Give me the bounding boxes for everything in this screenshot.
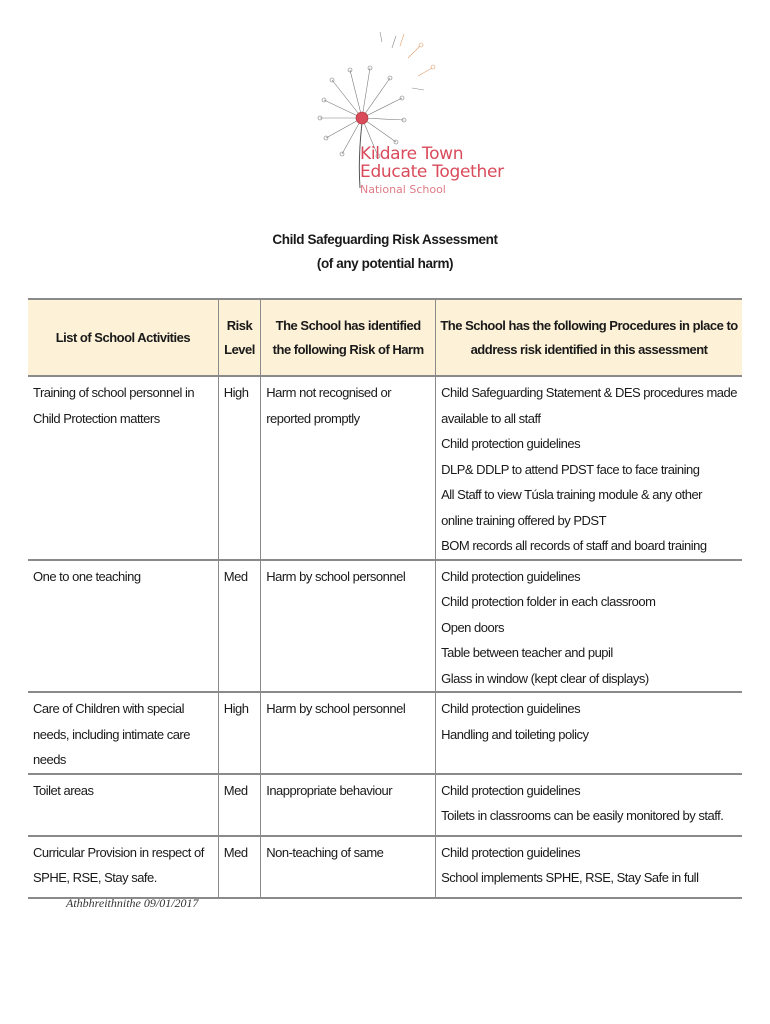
title-line1: Child Safeguarding Risk Assessment	[272, 232, 498, 247]
procedures-cell	[436, 376, 742, 560]
procedures-cell	[436, 774, 742, 836]
activity-cell: Care of Children with special needs, including intimate care needs	[28, 692, 218, 774]
risk-of-harm-cell: Harm by school personnel	[261, 560, 436, 693]
activity-cell: One to one teaching	[28, 560, 218, 693]
header-risk-level: Risk Level	[218, 299, 260, 376]
table-row	[28, 836, 742, 898]
school-name	[360, 146, 504, 195]
risk-level-cell: High	[218, 376, 260, 560]
school-name-line3: National School	[360, 182, 446, 196]
procedures-cell	[436, 836, 742, 898]
procedure-item: Child protection guidelines	[441, 701, 581, 716]
header-risk-of-harm: The School has identified the following Risk of Harm	[261, 299, 436, 376]
table-row	[28, 560, 742, 693]
risk-level-cell: Med	[218, 774, 260, 836]
procedure-item: online training offered by PDST	[441, 512, 607, 528]
risk-level-cell: High	[218, 692, 260, 774]
procedure-item: All Staff to view Túsla training module & any other	[441, 487, 703, 502]
procedure-item: School implements SPHE, RSE, Stay Safe in full	[441, 870, 699, 885]
title-line2: (of any potential harm)	[316, 256, 454, 271]
procedure-item: BOM records all records of staff and board training	[441, 538, 707, 553]
risk-level-cell: Med	[218, 836, 260, 898]
risk-of-harm-cell: Harm not recognised or reported promptly	[261, 376, 436, 560]
table-row	[28, 774, 742, 836]
procedure-item: DLP& DDLP to attend PDST face to face training	[441, 461, 700, 477]
header-procedures: The School has the following Procedures in place to address risk identified in this assessment	[436, 299, 742, 376]
procedure-item: Child Safeguarding Statement & DES procedures made	[441, 385, 737, 400]
ratified-date: Athbhreithnithe 09/01/2017	[66, 896, 199, 910]
activity-cell: Curricular Provision in respect of SPHE, RSE, Stay safe.	[28, 836, 218, 898]
procedure-item: Child protection guidelines	[441, 844, 581, 860]
procedures-cell	[436, 560, 742, 693]
procedure-item: Child protection guidelines	[441, 436, 581, 451]
procedure-item: Child protection folder in each classroom	[441, 594, 656, 609]
procedure-item: available to all staff	[441, 410, 541, 426]
risk-level-cell: Med	[218, 560, 260, 693]
activity-cell: Toilet areas	[28, 774, 218, 836]
procedure-item: Glass in window (kept clear of displays)	[441, 670, 649, 686]
procedure-item: Open doors	[441, 619, 505, 635]
document-title	[0, 228, 770, 276]
risk-assessment-table	[28, 298, 742, 899]
risk-of-harm-cell: Harm by school personnel	[261, 692, 436, 774]
risk-of-harm-cell: Inappropriate behaviour	[261, 774, 436, 836]
procedure-item: Table between teacher and pupil	[441, 645, 613, 660]
procedure-item: Child protection guidelines	[441, 568, 581, 584]
table-row	[28, 692, 742, 774]
procedure-item: Toilets in classrooms can be easily monitored by staff.	[441, 808, 724, 823]
procedure-item: Handling and toileting policy	[441, 726, 589, 742]
activity-cell: Training of school personnel in Child Protection matters	[28, 376, 218, 560]
school-name-line2: Educate Together	[360, 161, 504, 182]
table-header-row	[28, 299, 742, 376]
procedures-cell	[436, 692, 742, 774]
school-name-line1: Kildare Town	[360, 144, 464, 164]
table-row	[28, 376, 742, 560]
procedure-item: Child protection guidelines	[441, 782, 581, 798]
header-activities: List of School Activities	[28, 299, 218, 376]
risk-of-harm-cell: Non-teaching of same	[261, 836, 436, 898]
